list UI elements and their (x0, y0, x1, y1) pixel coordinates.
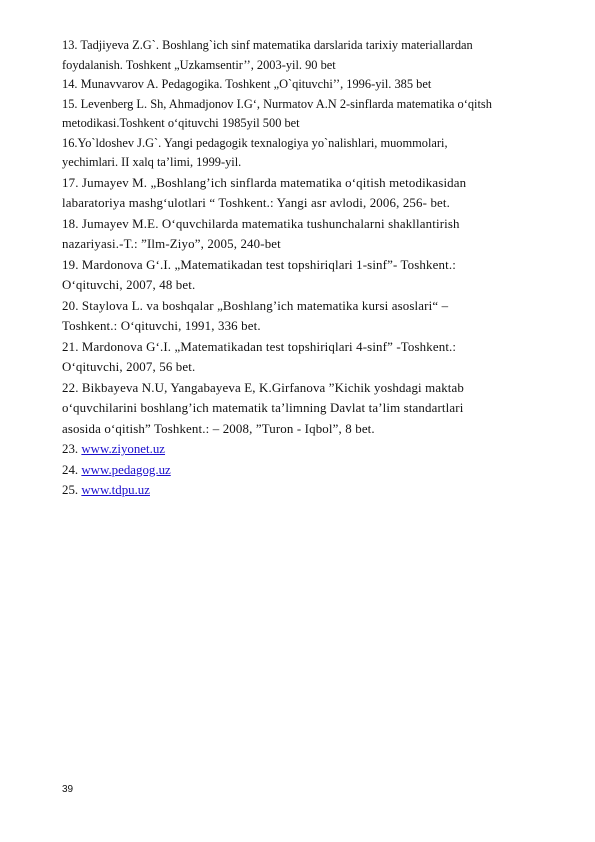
reference-22-line-3: asosida o‘qitish” Toshkent.: – 2008, ”Turon - Iqbol”, 8 bet. (62, 421, 375, 436)
reference-24 (62, 460, 562, 481)
reference-17-line-2: labaratoriya mashg‘ulotlari “ Toshkent.: Yangi asr avlodi, 2006, 256- bet. (62, 196, 451, 210)
reference-25 (62, 480, 562, 501)
pedagog-link[interactable]: www.pedagog.uz (81, 462, 171, 477)
reference-19-line-1: 19. Mardonova G‘.I. „Matematikadan test topshiriqlari 1-sinf”- Toshkent.: (62, 257, 456, 272)
reference-13-line-1: 13. Tadjiyeva Z.G`. Boshlang`ich sinf matematika darslarida tarixiy materiallardan (62, 38, 473, 52)
reference-16-line-1: 16.Yo`ldoshev J.G`. Yangi pedagogik texnalogiya yo`nalishlari, muommolari, (62, 135, 448, 150)
tdpu-link[interactable]: www.tdpu.uz (81, 483, 150, 497)
reference-20-line-2: Toshkent.: O‘qituvchi, 1991, 336 bet. (62, 319, 261, 333)
reference-15-line-2: metodikasi.Toshkent o‘qituvchi 1985yil 500 bet (62, 116, 300, 130)
reference-15-line-1: 15. Levenberg L. Sh, Ahmadjonov I.G‘, Nurmatov A.N 2-sinflarda matematika o‘qitsh (62, 96, 492, 111)
reference-20-line-1: 20. Staylova L. va boshqalar „Boshlang’ich matematika kursi asoslari“ – (62, 298, 449, 313)
reference-21-line-1: 21. Mardonova G‘.I. „Matematikadan test topshiriqlari 4-sinf” -Toshkent.: (62, 339, 457, 354)
reference-17-line-1: 17. Jumayev M. „Boshlang’ich sinflarda matematika o‘qitish metodikasidan (62, 175, 467, 190)
reference-21-line-2: O‘qituvchi, 2007, 56 bet. (62, 360, 196, 374)
reference-13-line-2: foydalanish. Toshkent „Uzkamsentir’’, 2003-yil. 90 bet (62, 57, 336, 72)
reference-25-number: 25. (62, 483, 79, 497)
reference-22-line-2: o‘quvchilarini boshlang’ich matematik ta’limning Davlat ta’lim standartlari (62, 401, 464, 415)
reference-19-line-2: O‘qituvchi, 2007, 48 bet. (62, 278, 196, 292)
ziyonet-link[interactable]: www.ziyonet.uz (81, 442, 166, 456)
reference-18-line-1: 18. Jumayev M.E. O‘quvchilarda matematika tushunchalarni shakllantirish (62, 216, 460, 231)
reference-23-number: 23. (62, 442, 79, 456)
reference-14: 14. Munavvarov A. Pedagogika. Toshkent „O`qituvchi’’, 1996-yil. 385 bet (62, 77, 432, 91)
reference-18-line-2: nazariyasi.-T.: ”Ilm-Ziyo”, 2005, 240-bet (62, 237, 281, 251)
reference-22-line-1: 22. Bikbayeva N.U, Yangabayeva E, K.Girfanova ”Kichik yoshdagi maktab (62, 380, 464, 395)
page-number: 39 (62, 784, 74, 795)
reference-list (62, 36, 562, 501)
reference-24-number: 24. (62, 462, 79, 477)
reference-16-line-2: yechimlari. II xalq ta’limi, 1999-yil. (62, 155, 242, 169)
reference-23 (62, 439, 562, 460)
